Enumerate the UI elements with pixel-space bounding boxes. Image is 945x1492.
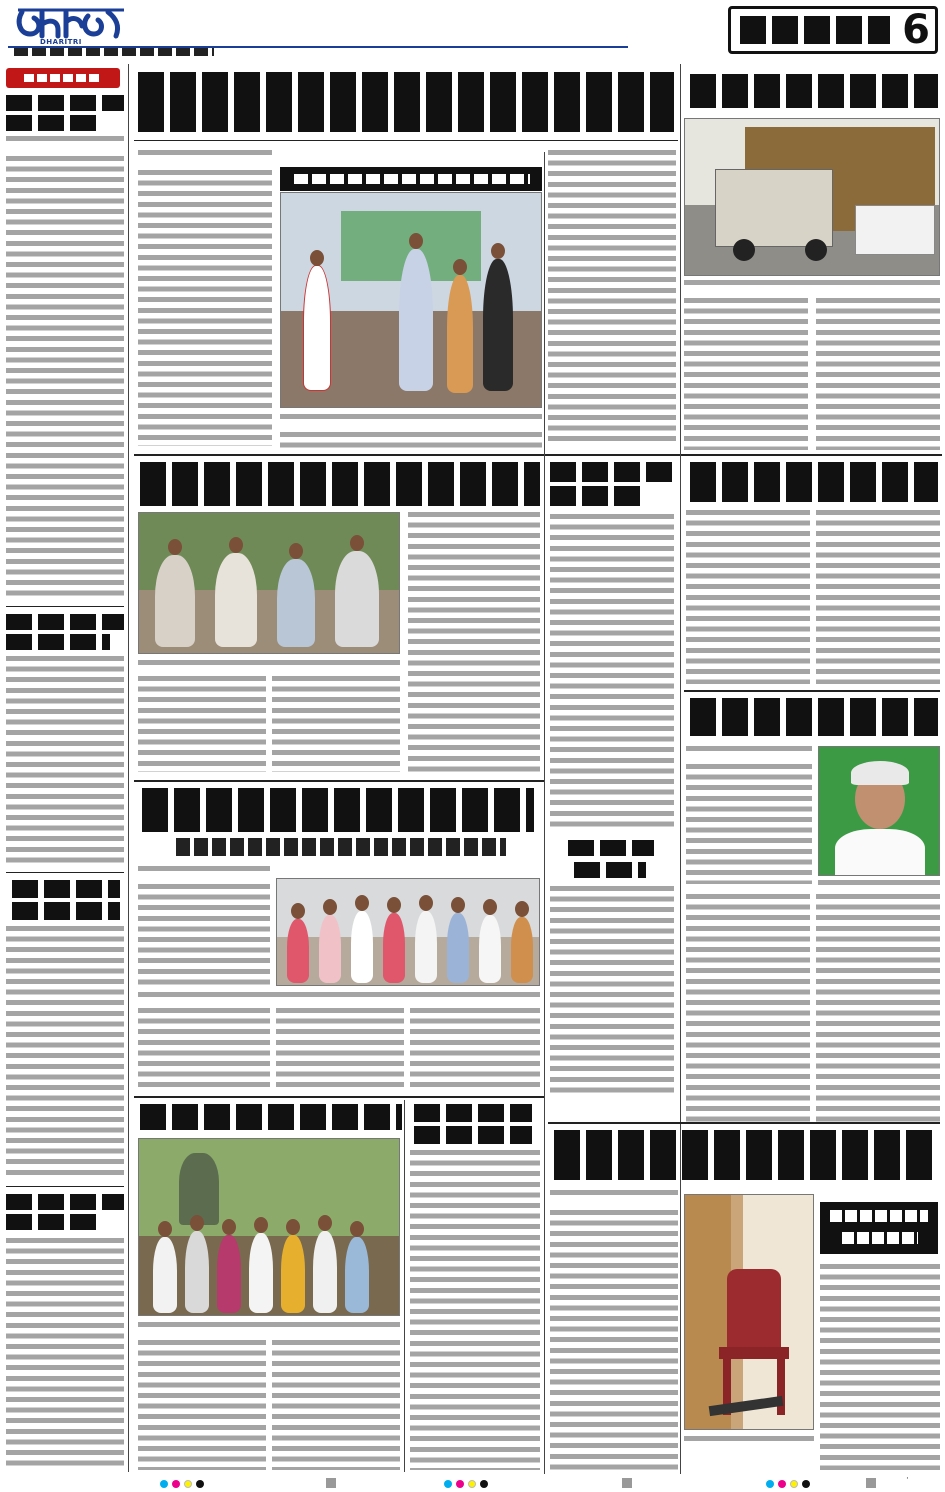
registration-mark [766, 1480, 774, 1488]
column-rule [544, 152, 545, 1474]
statue-headline [140, 1104, 402, 1130]
vandalism-body-col2 [820, 1264, 940, 1470]
seizure-body-col2 [816, 298, 940, 450]
brief-3-headline [12, 880, 120, 898]
lead-body-under-photo [280, 432, 542, 448]
brief-divider [6, 606, 124, 607]
brief-divider [6, 872, 124, 873]
brief-2-headline [6, 614, 124, 630]
statue-body-col2 [272, 1340, 400, 1470]
lead-headline [138, 72, 674, 132]
brief-1-headline-line2 [6, 115, 96, 131]
section-rule [548, 1122, 940, 1124]
agri-protest-photo [138, 512, 400, 654]
funeral-subheadline [176, 838, 506, 856]
vandalism-body-col1 [550, 1210, 678, 1470]
registration-mark [480, 1480, 488, 1488]
brief-4-headline [6, 1194, 124, 1210]
district-headline-line2 [550, 486, 646, 506]
festival-headline-line2 [574, 862, 646, 878]
empowerment-headline [414, 1104, 532, 1122]
driver-day-headline [690, 462, 938, 502]
funeral-meeting-photo [276, 878, 540, 986]
print-density-box [622, 1478, 632, 1488]
section-number: 6 [902, 7, 930, 53]
callout-text [830, 1210, 928, 1222]
registration-mark [444, 1480, 452, 1488]
agri-body-col2 [272, 676, 400, 772]
driver-day-body-col1 [686, 510, 810, 684]
funeral-headline [142, 788, 534, 832]
print-density-box [866, 1478, 876, 1488]
registration-mark [184, 1480, 192, 1488]
obituary-body-col2 [816, 894, 940, 1122]
section-rule [134, 1096, 544, 1098]
brief-4-body [6, 1238, 124, 1470]
registration-mark [172, 1480, 180, 1488]
empowerment-headline-line2 [414, 1126, 532, 1144]
obituary-dateline [686, 746, 812, 754]
portrait-caption [818, 880, 940, 888]
empowerment-body [410, 1150, 540, 1470]
brief-2-headline-line2 [6, 634, 110, 650]
section-title-text [740, 16, 890, 44]
seizure-photo-caption [684, 280, 940, 288]
funeral-dateline [138, 866, 270, 874]
lead-photo-caption [280, 414, 542, 422]
lead-photo-workshop [280, 192, 542, 408]
funeral-body-col2 [138, 1008, 270, 1090]
registration-mark [160, 1480, 168, 1488]
festival-body [550, 886, 674, 1094]
district-headline [550, 462, 674, 482]
registration-mark [468, 1480, 476, 1488]
registration-mark [778, 1480, 786, 1488]
section-rule [134, 454, 942, 456]
lead-photo-banner-text [294, 174, 530, 184]
vandalism-headline [554, 1130, 938, 1180]
agri-headline [140, 462, 540, 506]
brief-divider [6, 1186, 124, 1187]
obituary-body-top [686, 764, 812, 884]
column-rule [404, 1100, 405, 1472]
obituary-body-col1 [686, 894, 810, 1122]
dateline-text [14, 48, 214, 56]
funeral-body-col3 [276, 1008, 404, 1090]
brief-3-body [6, 926, 124, 1180]
brief-1-dateline [6, 136, 124, 144]
logo-wordmark: DHARITRI [40, 38, 82, 46]
vandalism-dateline [550, 1190, 678, 1198]
briefs-tag-text [24, 74, 102, 82]
brief-2-body [6, 656, 124, 866]
column-rule [128, 64, 129, 1472]
column-rule [680, 454, 681, 1474]
brief-4-headline-line2 [6, 1214, 102, 1230]
obituary-headline [690, 698, 938, 736]
lead-body-col1 [138, 170, 272, 446]
portrait-photo [818, 746, 940, 876]
funeral-photo-caption [138, 992, 540, 1000]
statue-body-col1 [138, 1340, 266, 1470]
festival-headline [568, 840, 654, 856]
registration-mark [802, 1480, 810, 1488]
registration-mark [790, 1480, 798, 1488]
district-body [550, 514, 674, 832]
section-rule [684, 690, 940, 692]
lead-body-col3 [548, 150, 676, 446]
callout-text-line2 [842, 1232, 918, 1244]
brief-1-headline [6, 95, 124, 111]
seizure-body-col1 [684, 298, 808, 450]
agri-body-col3 [408, 512, 540, 774]
seizure-headline [690, 74, 938, 108]
print-density-box [326, 1478, 336, 1488]
section-rule [134, 780, 544, 782]
registration-mark [456, 1480, 464, 1488]
page-folio: · [906, 1474, 909, 1484]
driver-day-body-col2 [816, 510, 940, 684]
broken-chair-photo [684, 1194, 814, 1430]
funeral-body-col1 [138, 884, 270, 986]
statue-garland-photo [138, 1138, 400, 1316]
statue-photo-caption [138, 1322, 400, 1330]
agri-photo-caption [138, 660, 400, 668]
brief-3-headline-line2 [12, 902, 120, 920]
chair-photo-caption [684, 1436, 814, 1444]
seized-pickup-photo [684, 118, 940, 276]
column-rule [680, 64, 681, 454]
brief-1-body [6, 156, 124, 600]
lead-dateline [138, 150, 272, 158]
registration-mark [196, 1480, 204, 1488]
funeral-body-col4 [410, 1008, 540, 1090]
agri-body-col1 [138, 676, 266, 772]
headline-rule [134, 140, 678, 141]
